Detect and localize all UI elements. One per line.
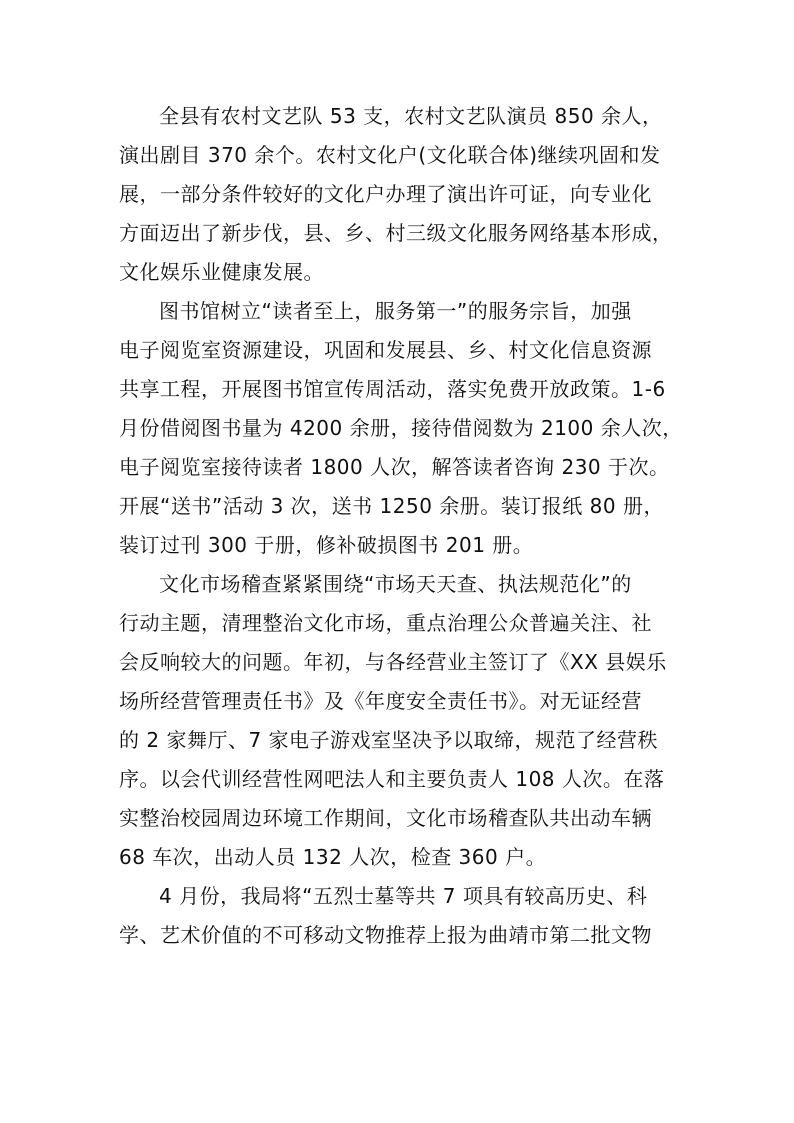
paragraph-line: 学、艺术价值的不可移动文物推荐上报为曲靖市第二批文物: [119, 923, 652, 947]
paragraph-line: 序。以会代训经营性网吧法人和主要负责人 108 人次。在落: [119, 767, 665, 791]
paragraph-rural-arts: [119, 97, 681, 292]
paragraph-cultural-relics: [119, 877, 681, 955]
paragraph-line: 文化娱乐业健康发展。: [119, 260, 324, 284]
paragraph-line: 会反响较大的问题。年初，与各经营业主签订了《XX 县娱乐: [119, 650, 667, 674]
paragraph-line: 文化市场稽查紧紧围绕“市场天天查、执法规范化”的: [159, 572, 632, 596]
paragraph-line: 电子阅览室接待读者 1800 人次，解答读者咨询 230 于次。: [119, 455, 670, 479]
paragraph-line: 的 2 家舞厅、7 家电子游戏室坚决予以取缔，规范了经营秩: [119, 728, 659, 752]
paragraph-line: 图书馆树立“读者至上，服务第一”的服务宗旨，加强: [159, 299, 632, 323]
paragraph-line: 月份借阅图书量为 4200 余册，接待借阅数为 2100 余人次，: [119, 416, 683, 440]
paragraph-line: 演出剧目 370 余个。农村文化户(文化联合体)继续巩固和发: [119, 143, 661, 167]
paragraph-line: 共享工程，开展图书馆宣传周活动，落实免费开放政策。1-6: [119, 377, 666, 401]
body-text: [119, 97, 681, 955]
paragraph-line: 展，一部分条件较好的文化户办理了演出许可证，向专业化: [119, 182, 652, 206]
paragraph-line: 实整治校园周边环境工作期间，文化市场稽查队共出动车辆: [119, 806, 652, 830]
paragraph-line: 68 车次，出动人员 132 人次，检查 360 户。: [119, 845, 547, 869]
paragraph-line: 开展“送书”活动 3 次，送书 1250 余册。装订报纸 80 册，: [119, 494, 664, 518]
paragraph-line: 电子阅览室资源建设，巩固和发展县、乡、村文化信息资源: [119, 338, 652, 362]
paragraph-library: [119, 292, 681, 565]
paragraph-line: 装订过刊 300 于册，修补破损图书 201 册。: [119, 533, 534, 557]
paragraph-market-inspection: [119, 565, 681, 877]
paragraph-line: 场所经营管理责任书》及《年度安全责任书》。对无证经营: [119, 689, 642, 713]
paragraph-line: 全县有农村文艺队 53 支，农村文艺队演员 850 余人，: [159, 104, 663, 128]
paragraph-line: 4 月份，我局将“五烈士墓等共 7 项具有较高历史、科: [159, 884, 648, 908]
paragraph-line: 方面迈出了新步伐，县、乡、村三级文化服务网络基本形成，: [119, 221, 673, 245]
paragraph-line: 行动主题，清理整治文化市场，重点治理公众普遍关注、社: [119, 611, 652, 635]
